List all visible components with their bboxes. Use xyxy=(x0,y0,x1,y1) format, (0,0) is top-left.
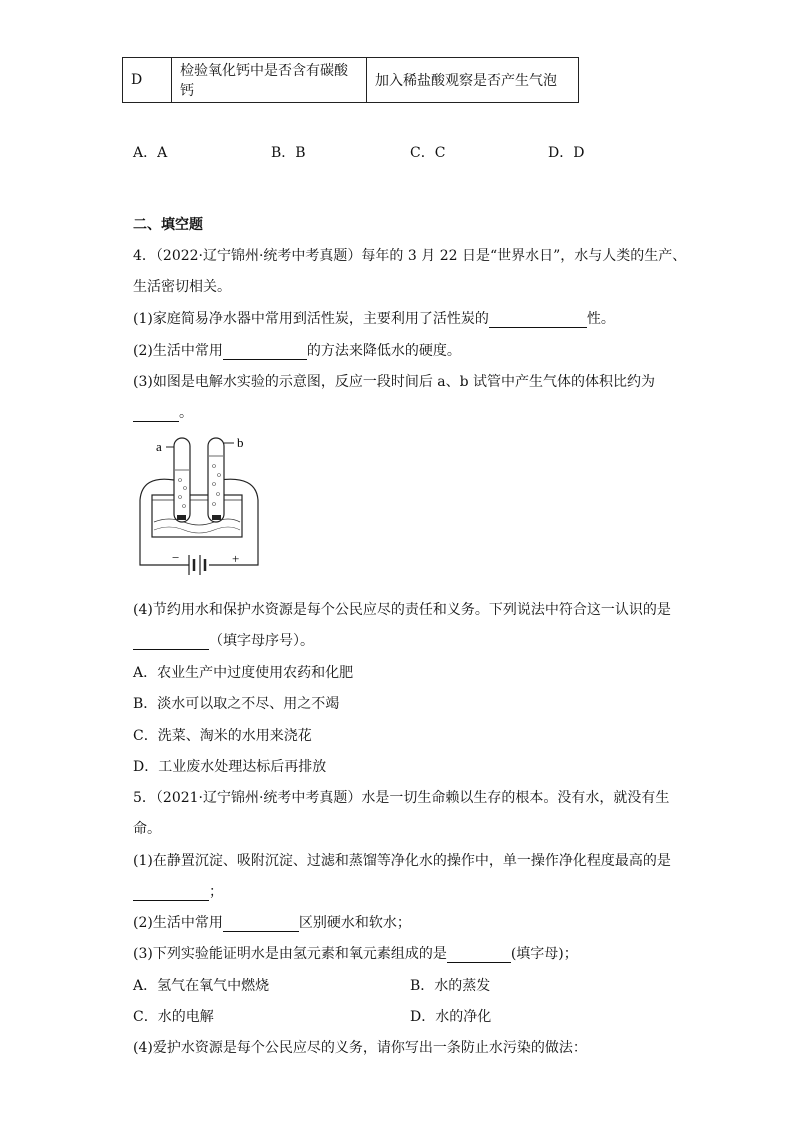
q5-option-d: D．水的净化 xyxy=(410,1009,492,1025)
row-letter: D xyxy=(123,58,172,103)
q5-intro: 5．（2021·辽宁锦州·统考中考真题）水是一切生命赖以生存的根本。没有水，就没有生 xyxy=(133,790,670,806)
q5-option-b: B．水的蒸发 xyxy=(410,978,491,994)
choice-d: D．D xyxy=(548,145,585,161)
minus-sign: − xyxy=(172,550,180,565)
label-b: b xyxy=(237,435,244,450)
experiment-table xyxy=(122,57,579,103)
q4-part3-answer: 。 xyxy=(133,402,193,422)
row-purpose: 检验氧化钙中是否含有碳酸钙 xyxy=(172,58,367,103)
q4-option-a: A．农业生产中过度使用农药和化肥 xyxy=(133,665,354,681)
answer-blank[interactable] xyxy=(133,407,179,422)
q5-option-a: A．氢气在氧气中燃烧 xyxy=(133,978,270,994)
row-method: 加入稀盐酸观察是否产生气泡 xyxy=(367,58,579,103)
q5-part1: (1)在静置沉淀、吸附沉淀、过滤和蒸馏等净化水的操作中，单一操作净化程度最高的是 xyxy=(133,853,671,869)
choice-a: A．A xyxy=(133,145,168,161)
q5-part2: (2)生活中常用 区别硬水和软水； xyxy=(133,915,411,931)
choice-b: B．B xyxy=(271,145,306,161)
q4-part3: (3)如图是电解水实验的示意图，反应一段时间后 a、b 试管中产生气体的体积比约为 xyxy=(133,374,656,390)
q4-part4: (4)节约用水和保护水资源是每个公民应尽的责任和义务。下列说法中符合这一认识的是 xyxy=(133,602,671,618)
plus-sign: + xyxy=(232,551,240,566)
q4-intro-cont: 生活密切相关。 xyxy=(133,279,231,295)
q5-intro-cont: 命。 xyxy=(133,821,161,837)
q4-option-b: B．淡水可以取之不尽、用之不竭 xyxy=(133,696,340,712)
answer-blank[interactable] xyxy=(489,313,587,328)
test-tube-a xyxy=(174,438,190,522)
q5-part4: (4)爱护水资源是每个公民应尽的义务，请你写出一条防止水污染的做法： xyxy=(133,1040,587,1056)
q4-part1: (1)家庭简易净水器中常用到活性炭，主要利用了活性炭的 性。 xyxy=(133,311,615,327)
answer-blank[interactable] xyxy=(133,635,209,650)
q5-part1-answer: ； xyxy=(133,881,223,901)
electrode xyxy=(212,515,221,520)
q4-part4-answer: （填字母序号）。 xyxy=(133,630,314,650)
water-trough xyxy=(152,495,242,537)
section-title: 二、填空题 xyxy=(133,217,203,233)
answer-blank[interactable] xyxy=(447,948,511,963)
label-a: a xyxy=(156,439,162,454)
answer-blank[interactable] xyxy=(133,886,209,901)
q5-part3: (3)下列实验能证明水是由氢元素和氧元素组成的是 (填字母)； xyxy=(133,946,578,962)
electrolysis-diagram xyxy=(134,430,264,580)
test-tube-b xyxy=(208,438,224,522)
electrode xyxy=(177,515,186,520)
q5-option-c: C．水的电解 xyxy=(133,1009,214,1025)
q4-option-c: C．洗菜、淘米的水用来浇花 xyxy=(133,728,312,744)
answer-blank[interactable] xyxy=(223,917,299,932)
q4-option-d: D．工业废水处理达标后再排放 xyxy=(133,759,327,775)
answer-blank[interactable] xyxy=(223,345,307,360)
choice-c: C．C xyxy=(410,145,446,161)
table-row xyxy=(123,58,579,103)
q4-intro: 4．（2022·辽宁锦州·统考中考真题）每年的 3 月 22 日是“世界水日”，水与人类的生产、 xyxy=(133,248,687,264)
q4-part2: (2)生活中常用 的方法来降低水的硬度。 xyxy=(133,343,461,359)
